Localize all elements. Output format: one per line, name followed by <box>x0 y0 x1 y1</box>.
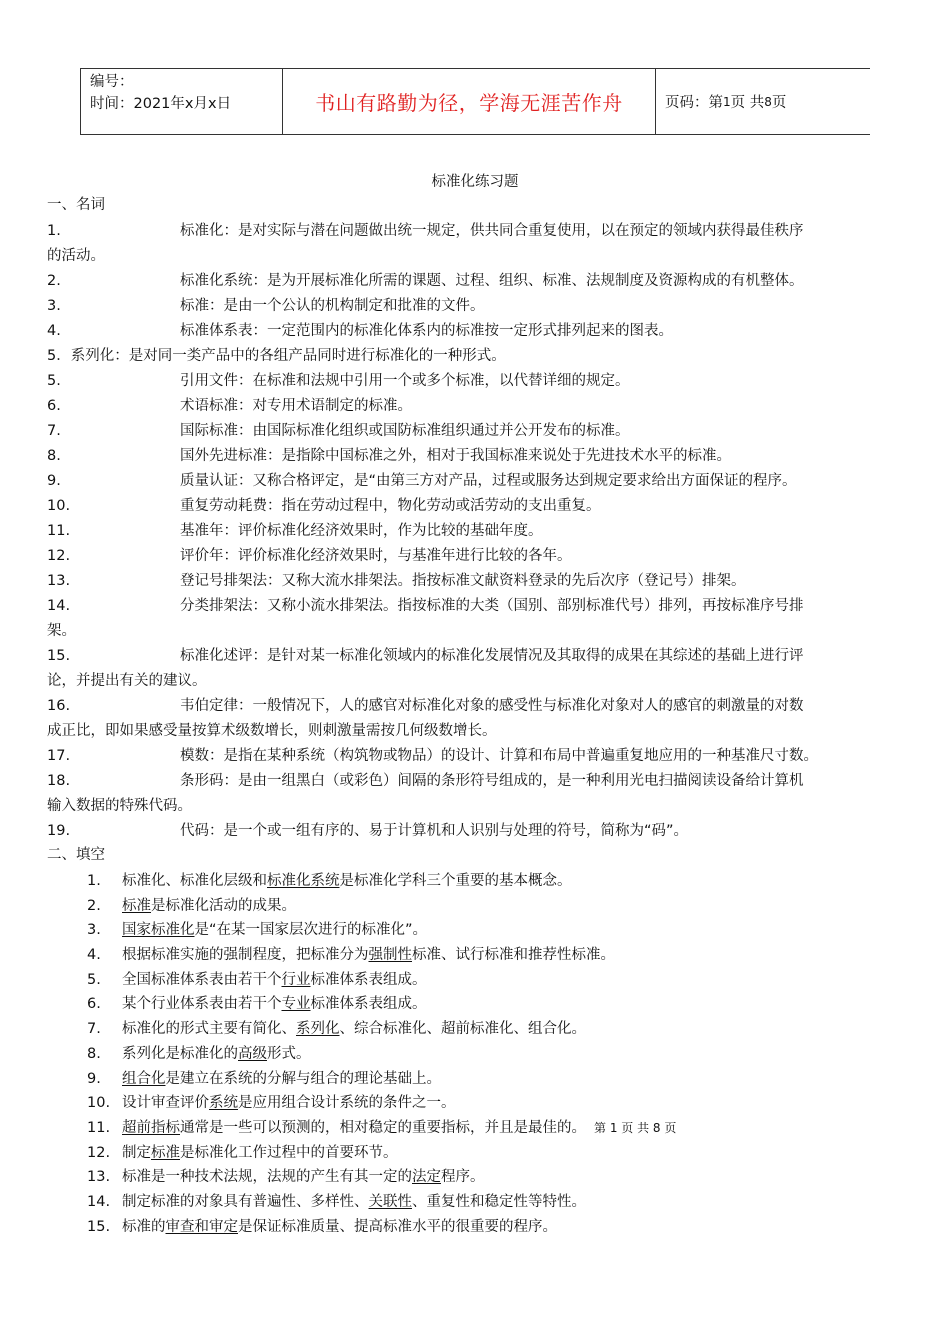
term-item <box>47 444 907 469</box>
term-text: 登记号排架法：又称大流水排架法。指按标准文献资料登录的先后次序（登记号）排架。 <box>180 573 746 589</box>
page-current: 1 <box>723 94 731 109</box>
fill-answer: 国家标准化 <box>122 922 195 939</box>
term-item <box>47 769 907 794</box>
term-item <box>47 394 907 419</box>
fill-text: 形式。 <box>267 1045 311 1062</box>
term-text: 标准：是由一个公认的机构制定和批准的文件。 <box>180 298 485 314</box>
fill-list <box>47 869 907 1239</box>
term-number: 19. <box>47 823 71 839</box>
term-item <box>47 469 907 494</box>
term-text: 重复劳动耗费：指在劳动过程中，物化劳动或活劳动的支出重复。 <box>180 498 601 514</box>
page-end: 页 <box>771 95 787 111</box>
fill-text: 、重复性和稳定性等特性。 <box>412 1193 586 1210</box>
term-number: 2. <box>47 273 61 289</box>
term-item <box>47 744 907 769</box>
fill-number: 12. <box>87 1144 111 1161</box>
fill-text: 程序。 <box>441 1169 485 1186</box>
term-item <box>47 294 907 319</box>
header-page-cell <box>656 69 870 134</box>
fill-text: 标准体系表组成。 <box>310 996 427 1013</box>
term-item <box>47 694 907 719</box>
term-text: 标准化述评：是针对某一标准化领域内的标准化发展情况及其取得的成果在其综述的基础上进行评 <box>180 648 804 664</box>
terms-list <box>47 219 907 844</box>
term-text: 韦伯定律：一般情况下，人的感官对标准化对象的感受性与标准化对象对人的感官的刺激量的对数 <box>180 698 804 714</box>
term-number: 15. <box>47 648 71 664</box>
term-item <box>47 544 907 569</box>
term-number: 7. <box>47 423 61 439</box>
fill-item <box>47 869 907 894</box>
term-text: 国际标准：由国际标准化组织或国防标准组织通过并公开发布的标准。 <box>180 423 630 439</box>
fill-number: 6. <box>87 996 101 1013</box>
term-number: 4. <box>47 323 61 339</box>
fill-answer: 法定 <box>412 1169 441 1186</box>
page-total: 8 <box>764 94 772 109</box>
fill-text: 标准是一种技术法规，法规的产生有其一定的 <box>122 1169 412 1186</box>
fill-answer: 强制性 <box>368 947 412 964</box>
fill-text: 通常是一些可以预测的，相对稳定的重要指标，并且是最佳的。 <box>180 1119 586 1136</box>
fill-item <box>47 1215 907 1240</box>
term-number: 13. <box>47 573 71 589</box>
term-number: 18. <box>47 773 71 789</box>
page-label: 页码：第 <box>665 95 723 111</box>
term-continuation: 输入数据的特殊代码。 <box>47 798 192 814</box>
fill-item <box>47 992 907 1017</box>
fill-text: 、综合标准化、超前标准化、组合化。 <box>339 1021 586 1038</box>
fill-text: 全国标准体系表由若干个 <box>122 971 282 988</box>
fill-text: 标准的 <box>122 1218 166 1235</box>
term-number: 17. <box>47 748 71 764</box>
fill-item <box>47 1067 907 1092</box>
fill-text: 是建立在系统的分解与组合的理论基础上。 <box>165 1070 441 1087</box>
term-text: 评价年：评价标准化经济效果时，与基准年进行比较的各年。 <box>180 548 572 564</box>
term-item <box>47 269 907 294</box>
fill-item <box>47 918 907 943</box>
term-item <box>47 344 907 369</box>
term-continuation: 论，并提出有关的建议。 <box>47 673 207 689</box>
fill-number: 10. <box>87 1095 111 1112</box>
fill-item <box>47 1042 907 1067</box>
header-table <box>80 68 870 135</box>
term-text: 条形码：是由一组黑白（或彩色）间隔的条形符号组成的，是一种利用光电扫描阅读设备给计算机 <box>180 773 804 789</box>
term-number: 6. <box>47 398 61 414</box>
term-text: 标准化系统：是为开展标准化所需的课题、过程、组织、标准、法规制度及资源构成的有机整体。 <box>180 273 804 289</box>
fill-answer: 专业 <box>281 996 311 1013</box>
page-mid: 页 共 <box>730 95 765 111</box>
term-number: 1. <box>47 223 61 239</box>
document-body <box>47 194 907 1239</box>
fill-text: 是标准化活动的成果。 <box>151 897 296 914</box>
fill-text: 标准化的形式主要有简化、 <box>122 1021 296 1038</box>
header-motto: 书山有路勤为径，学海无涯苦作舟 <box>315 91 623 115</box>
term-number: 14. <box>47 598 71 614</box>
document-time-label: 时间：2021年x月x日 <box>90 96 232 112</box>
term-text: 模数：是指在某种系统（构筑物或物品）的设计、计算和布局中普遍重复地应用的一种基准尺寸数。 <box>180 748 818 764</box>
section-fill-title: 二、填空 <box>47 847 105 863</box>
fill-item <box>47 943 907 968</box>
fill-answer: 高级 <box>238 1045 267 1062</box>
fill-text: 是标准化工作过程中的首要环节。 <box>180 1144 398 1161</box>
term-number: 12. <box>47 548 71 564</box>
fill-answer: 系列化 <box>296 1021 340 1038</box>
fill-number: 2. <box>87 897 101 914</box>
fill-number: 4. <box>87 947 101 964</box>
fill-answer: 行业 <box>281 971 311 988</box>
fill-item <box>47 1091 907 1116</box>
term-text: 标准化：是对实际与潜在问题做出统一规定，供共同合重复使用，以在预定的领域内获得最佳秩序 <box>180 223 804 239</box>
fill-number: 3. <box>87 922 101 939</box>
fill-text: 某个行业体系表由若干个 <box>122 996 282 1013</box>
fill-number: 7. <box>87 1021 101 1038</box>
term-text: 代码：是一个或一组有序的、易于计算机和人识别与处理的符号，简称为“码”。 <box>180 823 689 839</box>
term-text: 分类排架法：又称小流水排架法。指按标准的大类（国别、部别标准代号）排列，再按标准序号排 <box>180 598 804 614</box>
term-continuation: 的活动。 <box>47 248 105 264</box>
page-title: 标准化练习题 <box>431 174 519 190</box>
term-text: 质量认证：又称合格评定，是“由第三方对产品，过程或服务达到规定要求给出方面保证的程序。 <box>180 473 797 489</box>
term-item <box>47 819 907 844</box>
term-number: 10. <box>47 498 71 514</box>
term-number: 11. <box>47 523 71 539</box>
fill-answer: 系统 <box>209 1095 238 1112</box>
fill-answer: 标准化系统 <box>267 873 340 889</box>
fill-item <box>47 894 907 919</box>
term-text: 术语标准：对专用术语制定的标准。 <box>180 398 412 414</box>
fill-text: 设计审查评价 <box>122 1095 209 1112</box>
term-number: 3. <box>47 298 61 314</box>
fill-number: 5. <box>87 971 101 988</box>
term-item <box>47 569 907 594</box>
fill-answer: 组合化 <box>122 1070 166 1087</box>
term-item <box>47 219 907 244</box>
fill-text: 标准化、标准化层级和 <box>122 873 267 889</box>
term-item <box>47 369 907 394</box>
fill-text: 制定 <box>122 1144 151 1161</box>
fill-number: 9. <box>87 1070 101 1087</box>
fill-answer: 标准 <box>122 897 151 914</box>
fill-item <box>47 968 907 993</box>
term-continuation: 成正比，即如果感受量按算术级数增长，则刺激量需按几何级数增长。 <box>47 723 497 739</box>
header-meta-cell <box>81 69 283 134</box>
term-number: 8. <box>47 448 61 464</box>
fill-text: 标准、试行标准和推荐性标准。 <box>412 947 615 964</box>
fill-text: 是“在某一国家层次进行的标准化”。 <box>194 922 428 939</box>
term-number: 16. <box>47 698 71 714</box>
fill-answer: 超前指标 <box>122 1119 180 1136</box>
fill-answer: 标准 <box>151 1144 180 1161</box>
fill-text: 制定标准的对象具有普遍性、多样性、 <box>122 1193 369 1210</box>
fill-answer: 审查和审定 <box>165 1218 238 1235</box>
fill-text: 是保证标准质量、提高标准水平的很重要的程序。 <box>238 1218 557 1235</box>
fill-item <box>47 1141 907 1166</box>
fill-text: 是应用组合设计系统的条件之一。 <box>238 1095 456 1112</box>
term-item <box>47 594 907 619</box>
fill-item <box>47 1165 907 1190</box>
fill-text: 系列化是标准化的 <box>122 1045 238 1062</box>
term-item <box>47 644 907 669</box>
fill-number: 15. <box>87 1218 111 1235</box>
document-number-label: 编号： <box>90 74 134 90</box>
page-footer: 第 1 页 共 8 页 <box>594 1120 677 1135</box>
term-text: 5．系列化：是对同一类产品中的各组产品同时进行标准化的一种形式。 <box>47 348 506 364</box>
term-continuation: 架。 <box>47 623 76 639</box>
fill-number: 8. <box>87 1045 101 1062</box>
term-item <box>47 519 907 544</box>
term-text: 标准体系表：一定范围内的标准化体系内的标准按一定形式排列起来的图表。 <box>180 323 673 339</box>
term-text: 国外先进标准：是指除中国标准之外，相对于我国标准来说处于先进技术水平的标准。 <box>180 448 731 464</box>
header-motto-cell <box>283 69 656 134</box>
term-item <box>47 319 907 344</box>
fill-item <box>47 1116 907 1141</box>
fill-item <box>47 1017 907 1042</box>
fill-number: 1. <box>87 873 101 889</box>
fill-number: 11. <box>87 1119 111 1136</box>
fill-text: 是标准化学科三个重要的基本概念。 <box>339 873 572 889</box>
fill-item <box>47 1190 907 1215</box>
fill-number: 13. <box>87 1169 111 1186</box>
fill-text: 标准体系表组成。 <box>310 971 427 988</box>
term-item <box>47 494 907 519</box>
fill-text: 根据标准实施的强制程度，把标准分为 <box>122 947 369 964</box>
term-text: 引用文件：在标准和法规中引用一个或多个标准，以代替详细的规定。 <box>180 373 630 389</box>
fill-answer: 关联性 <box>368 1193 412 1210</box>
term-item <box>47 419 907 444</box>
term-number: 5. <box>47 373 61 389</box>
term-text: 基准年：评价标准化经济效果时，作为比较的基础年度。 <box>180 523 543 539</box>
section-terms-title: 一、名词 <box>47 197 105 213</box>
fill-number: 14. <box>87 1193 111 1210</box>
term-number: 9. <box>47 473 61 489</box>
